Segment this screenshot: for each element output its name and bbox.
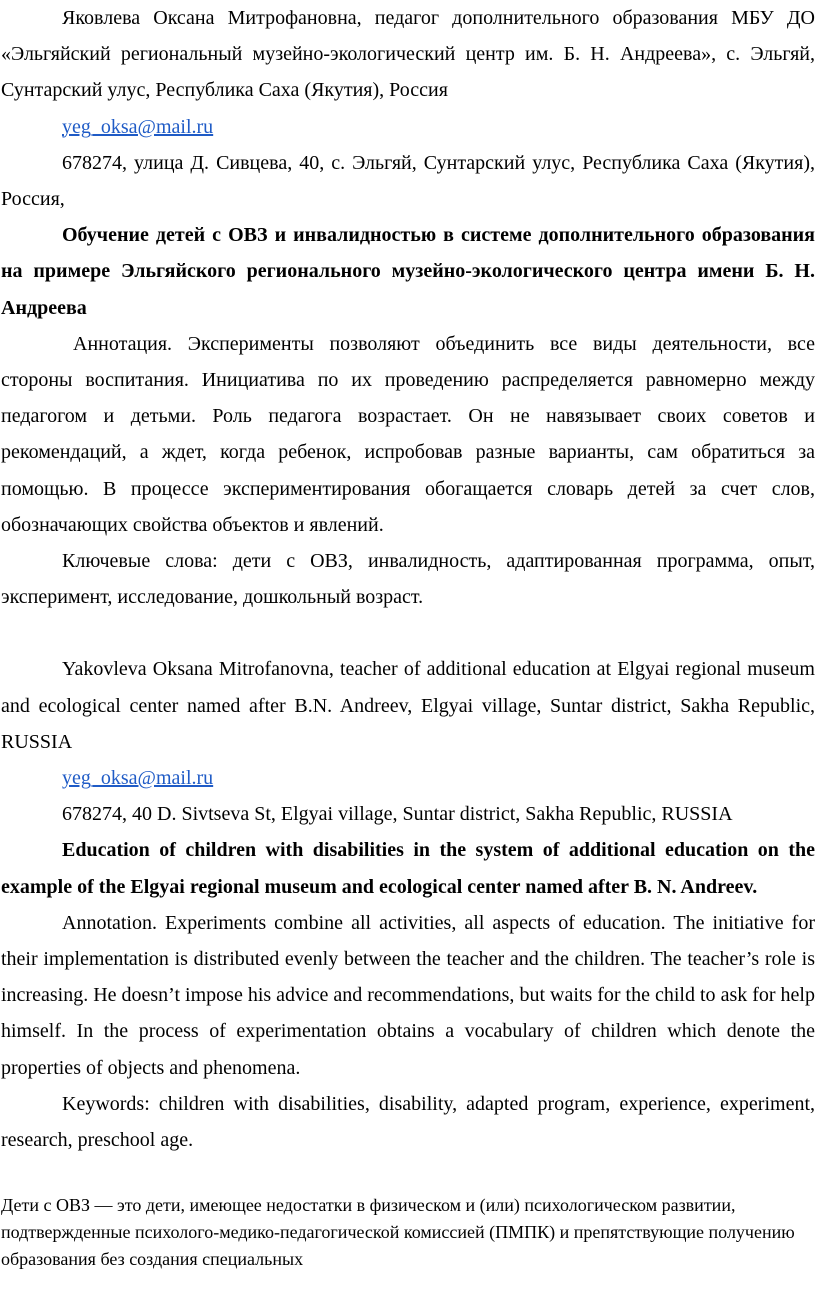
author-info-ru: Яковлева Оксана Митрофановна, педагог дополнительного образования МБУ ДО «Эльгяйский региональный музейно-экологический центр им. Б. Н. Андреева», с. Эльгяй, Сунтарский улус, Республика Саха (Якутия), Россия (1, 7, 815, 102)
keywords-en: Keywords: children with disabilities, disability, adapted program, experience, experiment, research, preschool age. (1, 1092, 815, 1152)
address-ru: 678274, улица Д. Сивцева, 40, с. Эльгяй, Сунтарский улус, Республика Саха (Якутия), Россия, (1, 151, 815, 211)
address-en: 678274, 40 D. Sivtseva St, Elgyai village, Suntar district, Sakha Republic, RUSSIA (62, 803, 733, 826)
author-info-en: Yakovleva Oksana Mitrofanovna, teacher of additional education at Elgyai regional museum and ecological center named after B.N. Andreev, Elgyai village, Suntar district, Sakha Republic, RUSSIA (1, 658, 815, 753)
article-header (1, 0, 815, 1158)
body-text-section (1, 1192, 801, 1273)
email-link-en[interactable]: yeg_oksa@mail.ru (62, 767, 214, 790)
article-title-en: Education of children with disabilities in the system of additional education on the example of the Elgyai regional museum and ecological center named after B. N. Andreev. (1, 839, 815, 898)
article-title-ru: Обучение детей с ОВЗ и инвалидностью в системе дополнительного образования на примере Эльгяйского регионального музейно-экологического центра имени Б. Н. Андреева (1, 224, 815, 319)
email-line-en (1, 760, 815, 796)
annotation-en: Annotation. Experiments combine all activities, all aspects of education. The initiative for their implementation is distributed evenly between the teacher and the children. The teacher’s role is increasing. He doesn’t impose his advice and recommendations, but waits for the child to ask for help himself. In the process of experimentation obtains a vocabulary of children which denote the properties of objects and phenomena. (1, 911, 815, 1079)
keywords-ru: Ключевые слова: дети с ОВЗ, инвалидность, адаптированная программа, опыт, эксперимент, исследование, дошкольный возраст. (1, 550, 815, 609)
section-spacer (1, 615, 815, 651)
body-paragraph: Дети с ОВЗ — это дети, имеющее недостатки в физическом и (или) психологическом развитии, подтвержденные психолого-медико-педагогической комиссией (ПМПК) и препятствующие получению образования без создания специальных (1, 1195, 795, 1269)
email-link-ru[interactable]: yeg_oksa@mail.ru (62, 115, 214, 138)
annotation-ru: Аннотация. Эксперименты позволяют объединить все виды деятельности, все стороны воспитания. Инициатива по их проведению распределяется равномерно между педагогом и детьми. Роль педагога возрастает. Он не навязывает своих советов и рекомендаций, а ждет, когда ребенок, испробовав разные варианты, сам обратиться за помощью. В процессе экспериментирования обогащается словарь детей за счет слов, обозначающих свойства объектов и явлений. (1, 332, 815, 536)
email-line-ru (1, 109, 815, 145)
